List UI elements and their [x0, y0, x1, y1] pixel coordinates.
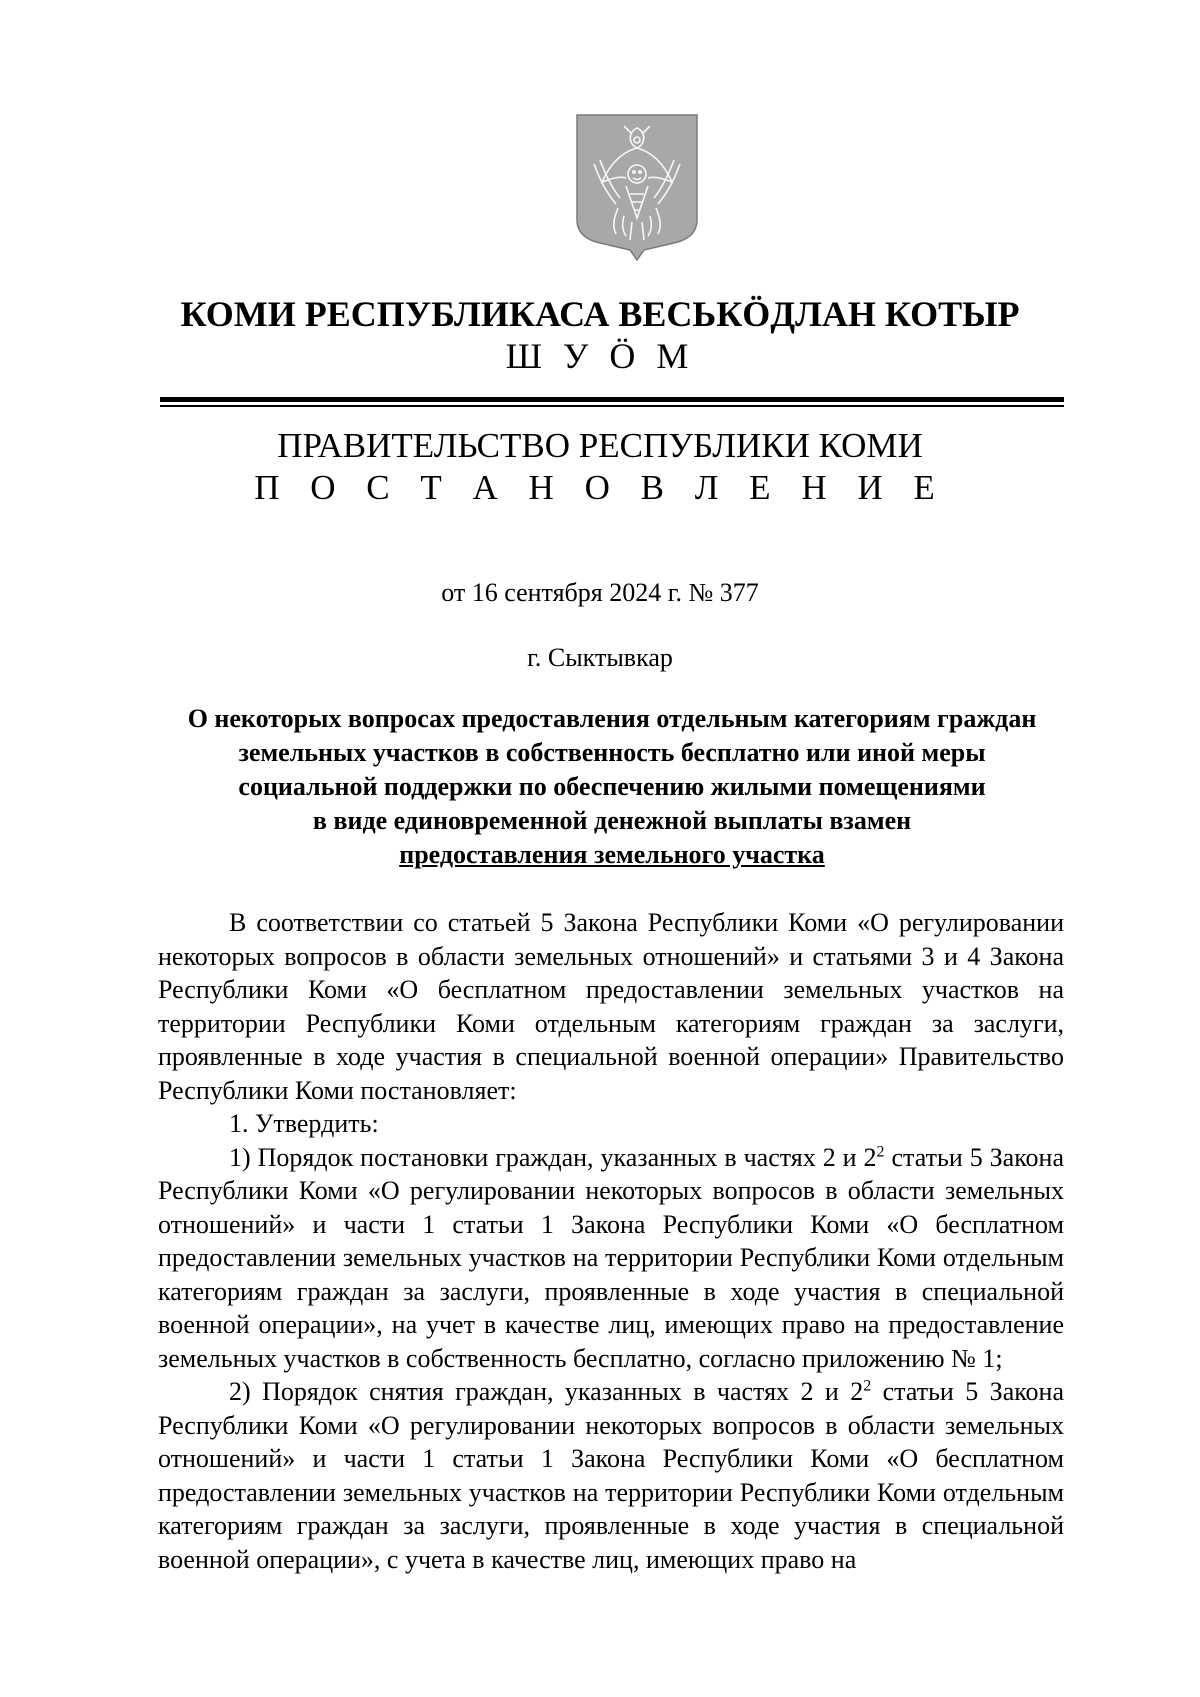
superscript: 2: [863, 1377, 872, 1395]
clause-1-item-1: [158, 1141, 1064, 1376]
clause-text: статьи 5 Закона Республики Коми «О регулировании некоторых вопросов в области земельных отношений» и части 1 статьи 1 Закона Республики Коми «О бесплатном предоставлении земельных участков на территории Республики Коми отдельным категориям граждан за заслуги, проявленные в ходе участия в специальной военной операции», на учет в качестве лиц, имеющих право на предоставление земельных участков в собственность бесплатно, согласно приложению № 1;: [158, 1142, 1064, 1373]
decree-title-line: социальной поддержки по обеспечению жилыми помещениями: [238, 772, 986, 801]
superscript: 2: [876, 1142, 885, 1160]
clause-text: 1) Порядок постановки граждан, указанных в частях 2 и 2: [229, 1142, 877, 1172]
decree-title-line-underlined: предоставления земельного участка: [399, 840, 825, 869]
decree-city: г. Сыктывкар: [527, 643, 673, 672]
decree-label: П О С Т А Н О В Л Е Н И Е: [254, 468, 946, 507]
komi-coat-of-arms-icon: [574, 112, 700, 262]
decree-title-line: О некоторых вопросах предоставления отдельным категориям граждан: [187, 704, 1037, 733]
clause-text: 2) Порядок снятия граждан, указанных в частях 2 и 2: [229, 1377, 864, 1406]
decree-body: [158, 906, 1064, 1576]
komi-decree-label: Ш У Ӧ М: [505, 336, 695, 376]
decree-title: [140, 702, 1084, 872]
decree-title-line: земельных участков в собственность бесплатно или иной меры: [238, 738, 986, 767]
header-divider-thin: [160, 405, 1064, 407]
clause-1-heading: 1. Утвердить:: [229, 1109, 379, 1138]
clause-1-item-2: [158, 1375, 1064, 1576]
header-divider-thick: [160, 397, 1064, 402]
clause-text: статьи 5 Закона Республики Коми «О регулировании некоторых вопросов в области земельных отношений» и части 1 статьи 1 Закона Республики Коми «О бесплатном предоставлении земельных участков на территории Республики Коми отдельным категориям граждан за заслуги, проявленные в ходе участия в специальной военной операции», с учета в качестве лиц, имеющих право на: [158, 1377, 1064, 1574]
preamble-paragraph: В соответствии со статьей 5 Закона Республики Коми «О регулировании некоторых вопросов в области земельных отношений» и статьями 3 и 4 Закона Республики Коми «О бесплатном предоставлении земельных участков на территории Республики Коми отдельным категориям граждан за заслуги, проявленные в ходе участия в специальной военной операции» Правительство Республики Коми постановляет:: [158, 908, 1064, 1105]
komi-government-title: КОМИ РЕСПУБЛИКАСА ВЕСЬКӦДЛАН КОТЫР: [180, 294, 1020, 334]
government-title: ПРАВИТЕЛЬСТВО РЕСПУБЛИКИ КОМИ: [277, 426, 923, 465]
decree-title-line: в виде единовременной денежной выплаты взамен: [312, 806, 912, 835]
decree-date-number: от 16 сентября 2024 г. № 377: [441, 578, 759, 607]
